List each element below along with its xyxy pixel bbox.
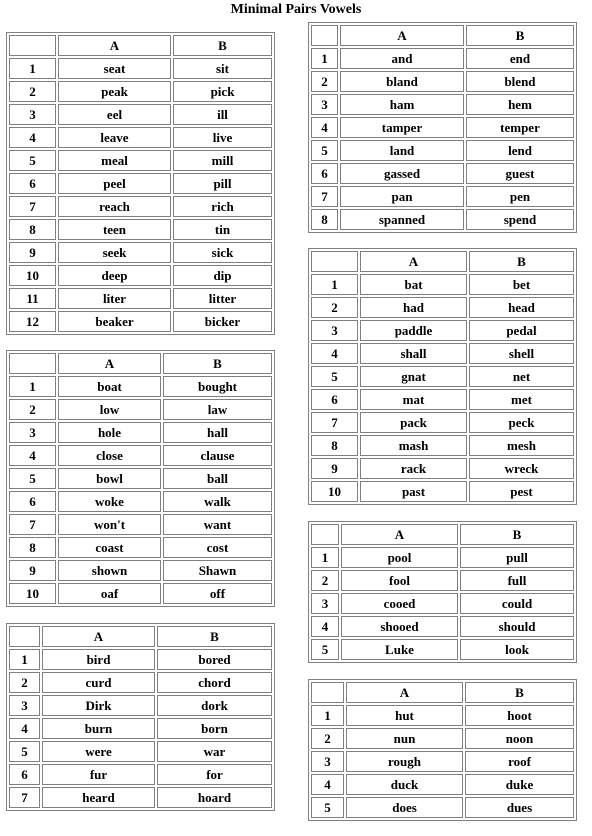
word-a-cell: hut — [346, 705, 463, 726]
word-b-cell: blend — [466, 71, 574, 92]
row-number-cell: 3 — [9, 422, 56, 443]
word-a-cell: boat — [58, 376, 161, 397]
table-row — [311, 458, 574, 479]
word-a-cell: mash — [360, 435, 467, 456]
word-b-cell: met — [469, 389, 574, 410]
header-a-cell: A — [42, 626, 155, 647]
word-a-cell: heard — [42, 787, 155, 808]
word-a-cell: past — [360, 481, 467, 502]
header-number-cell — [311, 682, 344, 703]
row-number-cell: 2 — [311, 71, 338, 92]
word-b-cell: noon — [465, 728, 574, 749]
word-b-cell: pest — [469, 481, 574, 502]
pairs-table-1 — [6, 32, 275, 335]
word-a-cell: spanned — [340, 209, 464, 230]
word-a-cell: peel — [58, 173, 171, 194]
row-number-cell: 6 — [9, 764, 40, 785]
row-number-cell: 9 — [9, 560, 56, 581]
word-a-cell: peak — [58, 81, 171, 102]
row-number-cell: 1 — [311, 48, 338, 69]
row-number-cell: 6 — [311, 163, 338, 184]
word-b-cell: Shawn — [163, 560, 272, 581]
word-b-cell: sit — [173, 58, 272, 79]
word-a-cell: shown — [58, 560, 161, 581]
table-row — [311, 366, 574, 387]
table-row — [311, 728, 574, 749]
table-row — [311, 163, 574, 184]
word-b-cell: bought — [163, 376, 272, 397]
word-b-cell: chord — [157, 672, 272, 693]
header-number-cell — [9, 353, 56, 374]
word-b-cell: rich — [173, 196, 272, 217]
word-a-cell: had — [360, 297, 467, 318]
table-row — [311, 639, 574, 660]
table-row — [9, 764, 272, 785]
word-b-cell: hoard — [157, 787, 272, 808]
row-number-cell: 11 — [9, 288, 56, 309]
word-a-cell: mat — [360, 389, 467, 410]
word-a-cell: rack — [360, 458, 467, 479]
word-b-cell: spend — [466, 209, 574, 230]
table-row — [311, 547, 574, 568]
pairs-table-5 — [308, 248, 577, 505]
word-b-cell: sick — [173, 242, 272, 263]
word-b-cell: for — [157, 764, 272, 785]
table-row — [9, 196, 272, 217]
row-number-cell: 1 — [9, 649, 40, 670]
row-number-cell: 7 — [311, 186, 338, 207]
word-a-cell: fur — [42, 764, 155, 785]
word-b-cell: pick — [173, 81, 272, 102]
table-row — [9, 583, 272, 604]
word-b-cell: guest — [466, 163, 574, 184]
word-a-cell: woke — [58, 491, 161, 512]
row-number-cell: 4 — [311, 117, 338, 138]
row-number-cell: 8 — [311, 435, 358, 456]
table-row — [9, 672, 272, 693]
word-a-cell: curd — [42, 672, 155, 693]
header-number-cell — [311, 251, 358, 272]
table-row — [311, 140, 574, 161]
word-b-cell: net — [469, 366, 574, 387]
word-b-cell: should — [460, 616, 574, 637]
table-row — [311, 186, 574, 207]
row-number-cell: 10 — [311, 481, 358, 502]
table-row — [9, 219, 272, 240]
word-a-cell: bowl — [58, 468, 161, 489]
word-a-cell: gassed — [340, 163, 464, 184]
row-number-cell: 5 — [311, 140, 338, 161]
word-a-cell: hole — [58, 422, 161, 443]
row-number-cell: 9 — [311, 458, 358, 479]
table-row — [9, 399, 272, 420]
row-number-cell: 2 — [311, 297, 358, 318]
word-a-cell: pack — [360, 412, 467, 433]
header-number-cell — [9, 35, 56, 56]
table-row — [311, 94, 574, 115]
row-number-cell: 1 — [9, 58, 56, 79]
word-b-cell: peck — [469, 412, 574, 433]
word-a-cell: tamper — [340, 117, 464, 138]
word-a-cell: duck — [346, 774, 463, 795]
table-row — [311, 570, 574, 591]
table-row — [311, 343, 574, 364]
header-b-cell: B — [460, 524, 574, 545]
row-number-cell: 10 — [9, 265, 56, 286]
word-b-cell: full — [460, 570, 574, 591]
word-b-cell: lend — [466, 140, 574, 161]
row-number-cell: 7 — [9, 514, 56, 535]
table-row — [9, 695, 272, 716]
header-b-cell: B — [465, 682, 574, 703]
row-number-cell: 4 — [9, 127, 56, 148]
word-b-cell: cost — [163, 537, 272, 558]
word-b-cell: dues — [465, 797, 574, 818]
table-row — [311, 412, 574, 433]
table-row — [9, 787, 272, 808]
header-b-cell: B — [469, 251, 574, 272]
word-a-cell: liter — [58, 288, 171, 309]
header-b-cell: B — [157, 626, 272, 647]
row-number-cell: 7 — [9, 196, 56, 217]
row-number-cell: 3 — [311, 751, 344, 772]
word-a-cell: oaf — [58, 583, 161, 604]
row-number-cell: 4 — [311, 343, 358, 364]
table-row — [311, 797, 574, 818]
row-number-cell: 4 — [9, 445, 56, 466]
table-row — [311, 320, 574, 341]
table-row — [9, 173, 272, 194]
row-number-cell: 5 — [9, 468, 56, 489]
row-number-cell: 2 — [9, 399, 56, 420]
word-a-cell: won't — [58, 514, 161, 535]
row-number-cell: 12 — [9, 311, 56, 332]
word-b-cell: ball — [163, 468, 272, 489]
table-row — [9, 311, 272, 332]
row-number-cell: 8 — [311, 209, 338, 230]
header-row — [9, 626, 272, 647]
word-b-cell: could — [460, 593, 574, 614]
table-row — [311, 705, 574, 726]
row-number-cell: 5 — [311, 797, 344, 818]
row-number-cell: 3 — [9, 104, 56, 125]
table-row — [311, 48, 574, 69]
table-row — [9, 468, 272, 489]
row-number-cell: 3 — [311, 320, 358, 341]
word-a-cell: low — [58, 399, 161, 420]
word-b-cell: clause — [163, 445, 272, 466]
word-b-cell: pill — [173, 173, 272, 194]
word-b-cell: head — [469, 297, 574, 318]
row-number-cell: 6 — [9, 491, 56, 512]
word-b-cell: mill — [173, 150, 272, 171]
word-b-cell: shell — [469, 343, 574, 364]
word-b-cell: hall — [163, 422, 272, 443]
table-row — [9, 288, 272, 309]
word-b-cell: hem — [466, 94, 574, 115]
word-a-cell: gnat — [360, 366, 467, 387]
table-row — [9, 560, 272, 581]
row-number-cell: 4 — [311, 774, 344, 795]
table-row — [311, 774, 574, 795]
header-b-cell: B — [466, 25, 574, 46]
row-number-cell: 2 — [311, 728, 344, 749]
table-row — [9, 514, 272, 535]
table-row — [9, 127, 272, 148]
word-b-cell: off — [163, 583, 272, 604]
word-b-cell: dip — [173, 265, 272, 286]
word-b-cell: tin — [173, 219, 272, 240]
row-number-cell: 7 — [311, 412, 358, 433]
table-row — [311, 751, 574, 772]
row-number-cell: 5 — [311, 366, 358, 387]
row-number-cell: 3 — [311, 94, 338, 115]
word-b-cell: mesh — [469, 435, 574, 456]
header-a-cell: A — [360, 251, 467, 272]
header-row — [311, 25, 574, 46]
word-a-cell: paddle — [360, 320, 467, 341]
word-a-cell: Luke — [341, 639, 458, 660]
table-row — [9, 81, 272, 102]
pairs-table-4 — [308, 22, 577, 233]
table-row — [311, 481, 574, 502]
row-number-cell: 3 — [311, 593, 339, 614]
word-b-cell: law — [163, 399, 272, 420]
row-number-cell: 2 — [9, 672, 40, 693]
word-a-cell: rough — [346, 751, 463, 772]
page-title: Minimal Pairs Vowels — [230, 2, 362, 17]
row-number-cell: 1 — [311, 705, 344, 726]
row-number-cell: 5 — [9, 150, 56, 171]
word-b-cell: bored — [157, 649, 272, 670]
word-b-cell: live — [173, 127, 272, 148]
word-a-cell: ham — [340, 94, 464, 115]
row-number-cell: 5 — [311, 639, 339, 660]
table-row — [311, 435, 574, 456]
row-number-cell: 8 — [9, 219, 56, 240]
table-row — [311, 593, 574, 614]
word-b-cell: hoot — [465, 705, 574, 726]
word-a-cell: deep — [58, 265, 171, 286]
table-row — [9, 741, 272, 762]
row-number-cell: 5 — [9, 741, 40, 762]
word-a-cell: shall — [360, 343, 467, 364]
table-row — [9, 150, 272, 171]
word-b-cell: pen — [466, 186, 574, 207]
row-number-cell: 7 — [9, 787, 40, 808]
pairs-table-2 — [6, 350, 275, 607]
word-a-cell: seek — [58, 242, 171, 263]
header-b-cell: B — [173, 35, 272, 56]
table-row — [311, 71, 574, 92]
word-a-cell: close — [58, 445, 161, 466]
table-row — [9, 422, 272, 443]
word-a-cell: and — [340, 48, 464, 69]
header-a-cell: A — [58, 353, 161, 374]
header-a-cell: A — [58, 35, 171, 56]
header-number-cell — [9, 626, 40, 647]
word-b-cell: wreck — [469, 458, 574, 479]
pairs-table-3 — [6, 623, 275, 811]
table-row — [9, 265, 272, 286]
row-number-cell: 1 — [311, 274, 358, 295]
word-b-cell: temper — [466, 117, 574, 138]
table-row — [311, 389, 574, 410]
word-b-cell: litter — [173, 288, 272, 309]
table-row — [9, 104, 272, 125]
header-b-cell: B — [163, 353, 272, 374]
table-row — [311, 209, 574, 230]
word-b-cell: born — [157, 718, 272, 739]
pairs-table-6 — [308, 521, 577, 663]
word-a-cell: bird — [42, 649, 155, 670]
table-row — [311, 117, 574, 138]
word-b-cell: dork — [157, 695, 272, 716]
word-a-cell: nun — [346, 728, 463, 749]
header-a-cell: A — [340, 25, 464, 46]
table-row — [9, 445, 272, 466]
header-number-cell — [311, 25, 338, 46]
row-number-cell: 8 — [9, 537, 56, 558]
word-a-cell: bat — [360, 274, 467, 295]
header-a-cell: A — [346, 682, 463, 703]
word-a-cell: reach — [58, 196, 171, 217]
word-a-cell: fool — [341, 570, 458, 591]
table-row — [9, 58, 272, 79]
header-row — [311, 524, 574, 545]
header-a-cell: A — [341, 524, 458, 545]
word-b-cell: pull — [460, 547, 574, 568]
word-a-cell: does — [346, 797, 463, 818]
row-number-cell: 1 — [9, 376, 56, 397]
word-a-cell: pool — [341, 547, 458, 568]
row-number-cell: 4 — [311, 616, 339, 637]
word-b-cell: roof — [465, 751, 574, 772]
word-a-cell: bland — [340, 71, 464, 92]
table-row — [311, 616, 574, 637]
word-b-cell: end — [466, 48, 574, 69]
row-number-cell: 2 — [9, 81, 56, 102]
table-row — [9, 718, 272, 739]
header-row — [9, 353, 272, 374]
word-b-cell: ill — [173, 104, 272, 125]
row-number-cell: 6 — [311, 389, 358, 410]
word-a-cell: shooed — [341, 616, 458, 637]
word-a-cell: meal — [58, 150, 171, 171]
pairs-table-7 — [308, 679, 577, 821]
word-b-cell: walk — [163, 491, 272, 512]
header-row — [311, 251, 574, 272]
word-a-cell: eel — [58, 104, 171, 125]
table-row — [311, 274, 574, 295]
row-number-cell: 10 — [9, 583, 56, 604]
word-a-cell: teen — [58, 219, 171, 240]
table-row — [311, 297, 574, 318]
word-a-cell: cooed — [341, 593, 458, 614]
row-number-cell: 1 — [311, 547, 339, 568]
header-row — [311, 682, 574, 703]
word-a-cell: beaker — [58, 311, 171, 332]
table-row — [9, 537, 272, 558]
row-number-cell: 2 — [311, 570, 339, 591]
table-row — [9, 491, 272, 512]
word-a-cell: land — [340, 140, 464, 161]
word-b-cell: want — [163, 514, 272, 535]
word-b-cell: bicker — [173, 311, 272, 332]
table-row — [9, 242, 272, 263]
word-b-cell: war — [157, 741, 272, 762]
row-number-cell: 3 — [9, 695, 40, 716]
word-a-cell: pan — [340, 186, 464, 207]
word-a-cell: leave — [58, 127, 171, 148]
word-a-cell: burn — [42, 718, 155, 739]
word-b-cell: pedal — [469, 320, 574, 341]
header-number-cell — [311, 524, 339, 545]
word-b-cell: duke — [465, 774, 574, 795]
word-b-cell: bet — [469, 274, 574, 295]
table-row — [9, 649, 272, 670]
word-b-cell: look — [460, 639, 574, 660]
word-a-cell: Dirk — [42, 695, 155, 716]
row-number-cell: 4 — [9, 718, 40, 739]
word-a-cell: were — [42, 741, 155, 762]
row-number-cell: 6 — [9, 173, 56, 194]
word-a-cell: seat — [58, 58, 171, 79]
word-a-cell: coast — [58, 537, 161, 558]
header-row — [9, 35, 272, 56]
row-number-cell: 9 — [9, 242, 56, 263]
table-row — [9, 376, 272, 397]
